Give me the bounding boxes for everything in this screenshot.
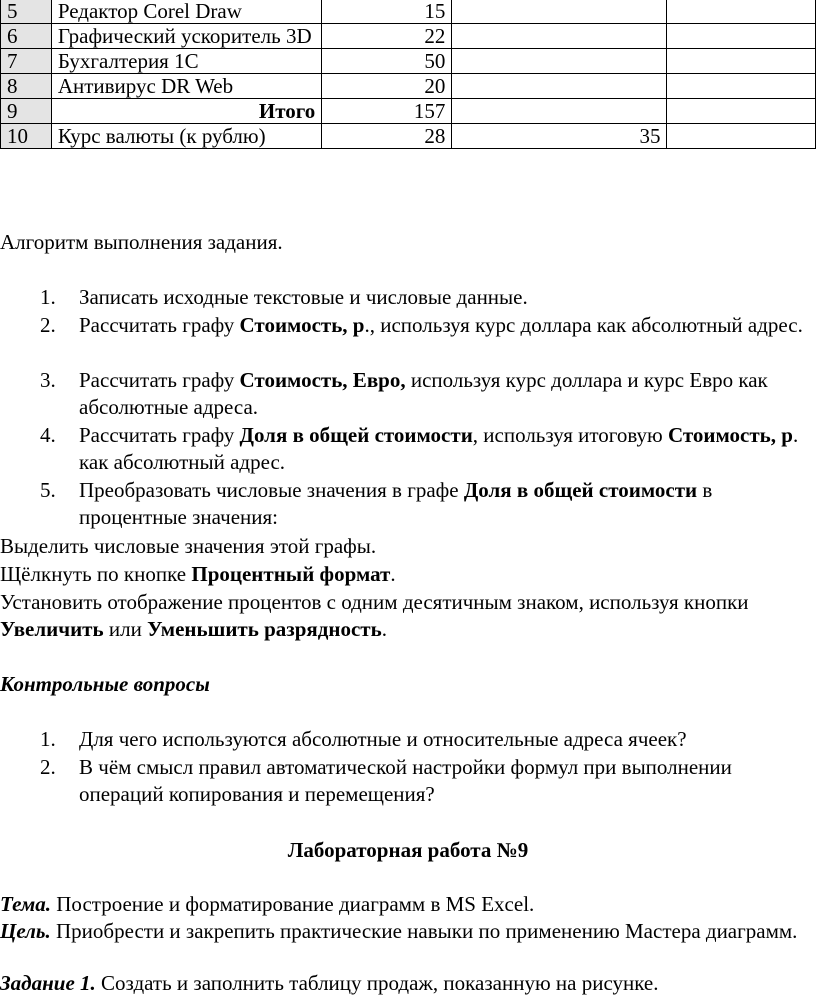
value-cell: 35 <box>452 124 667 149</box>
para-click: Щёлкнуть по кнопке Процентный формат. <box>0 562 396 586</box>
question-text: Для чего используются абсолютные и относительные адреса ячеек? <box>79 727 687 751</box>
table-row <box>1 74 816 99</box>
value-cell <box>452 99 667 124</box>
value-cell <box>667 49 816 74</box>
table-row <box>1 99 816 124</box>
question-text: В чём смысл правил автоматической настройки формул при выполнении операций копирования и перемещения? <box>79 755 732 806</box>
control-title: Контрольные вопросы <box>0 672 210 696</box>
step-text: Преобразовать числовые значения в графе Доля в общей стоимости в процентные значения: <box>79 478 713 529</box>
question-number: 1. <box>40 727 56 751</box>
row-number-cell: 9 <box>1 99 52 124</box>
price-cell: 15 <box>322 0 452 24</box>
step-number: 5. <box>40 478 56 502</box>
item-name-cell: Итого <box>51 99 322 124</box>
table-row <box>1 124 816 149</box>
step-text: Рассчитать графу Стоимость, Евро, используя курс доллара и курс Евро как абсолютные адреса. <box>79 368 768 419</box>
goal-line: Цель. Приобрести и закрепить практические навыки по применению Мастера диаграмм. <box>0 919 798 943</box>
task-line: Задание 1. Создать и заполнить таблицу продаж, показанную на рисунке. <box>0 971 659 995</box>
price-cell: 20 <box>322 74 452 99</box>
lab-title: Лабораторная работа №9 <box>287 838 529 862</box>
value-cell <box>667 74 816 99</box>
item-name-cell: Бухгалтерия 1С <box>51 49 322 74</box>
row-number-cell: 8 <box>1 74 52 99</box>
value-cell <box>452 0 667 24</box>
value-cell <box>667 124 816 149</box>
step-text: Рассчитать графу Стоимость, р., используя курс доллара как абсолютный адрес. <box>79 313 803 337</box>
value-cell <box>667 99 816 124</box>
item-name-cell: Графический ускоритель 3D <box>51 24 322 49</box>
item-name-cell: Курс валюты (к рублю) <box>51 124 322 149</box>
step-number: 4. <box>40 423 56 447</box>
question-number: 2. <box>40 755 56 779</box>
row-number-cell: 10 <box>1 124 52 149</box>
table-row <box>1 0 816 24</box>
row-number-cell: 5 <box>1 0 52 24</box>
row-number-cell: 6 <box>1 24 52 49</box>
para-percent: Установить отображение процентов с одним десятичным знаком, используя кнопки Увеличить или Уменьшить разрядность. <box>0 590 749 641</box>
para-select: Выделить числовые значения этой графы. <box>0 534 377 558</box>
table-row <box>1 49 816 74</box>
price-cell: 28 <box>322 124 452 149</box>
row-number-cell: 7 <box>1 49 52 74</box>
step-number: 2. <box>40 313 56 337</box>
price-cell: 50 <box>322 49 452 74</box>
algorithm-title: Алгоритм выполнения задания. <box>0 230 283 254</box>
step-text: Рассчитать графу Доля в общей стоимости, используя итоговую Стоимость, р. как абсолютный адрес. <box>79 423 799 474</box>
item-name-cell: Редактор Corel Draw <box>51 0 322 24</box>
theme-line: Тема. Построение и форматирование диаграмм в MS Excel. <box>0 892 535 916</box>
table-row <box>1 24 816 49</box>
value-cell <box>452 49 667 74</box>
step-text: Записать исходные текстовые и числовые данные. <box>79 285 528 309</box>
item-name-cell: Антивирус DR Web <box>51 74 322 99</box>
price-cell: 22 <box>322 24 452 49</box>
value-cell <box>667 24 816 49</box>
value-cell <box>452 74 667 99</box>
price-cell: 157 <box>322 99 452 124</box>
value-cell <box>452 24 667 49</box>
value-cell <box>667 0 816 24</box>
step-number: 3. <box>40 368 56 392</box>
step-number: 1. <box>40 285 56 309</box>
data-table <box>0 0 816 149</box>
